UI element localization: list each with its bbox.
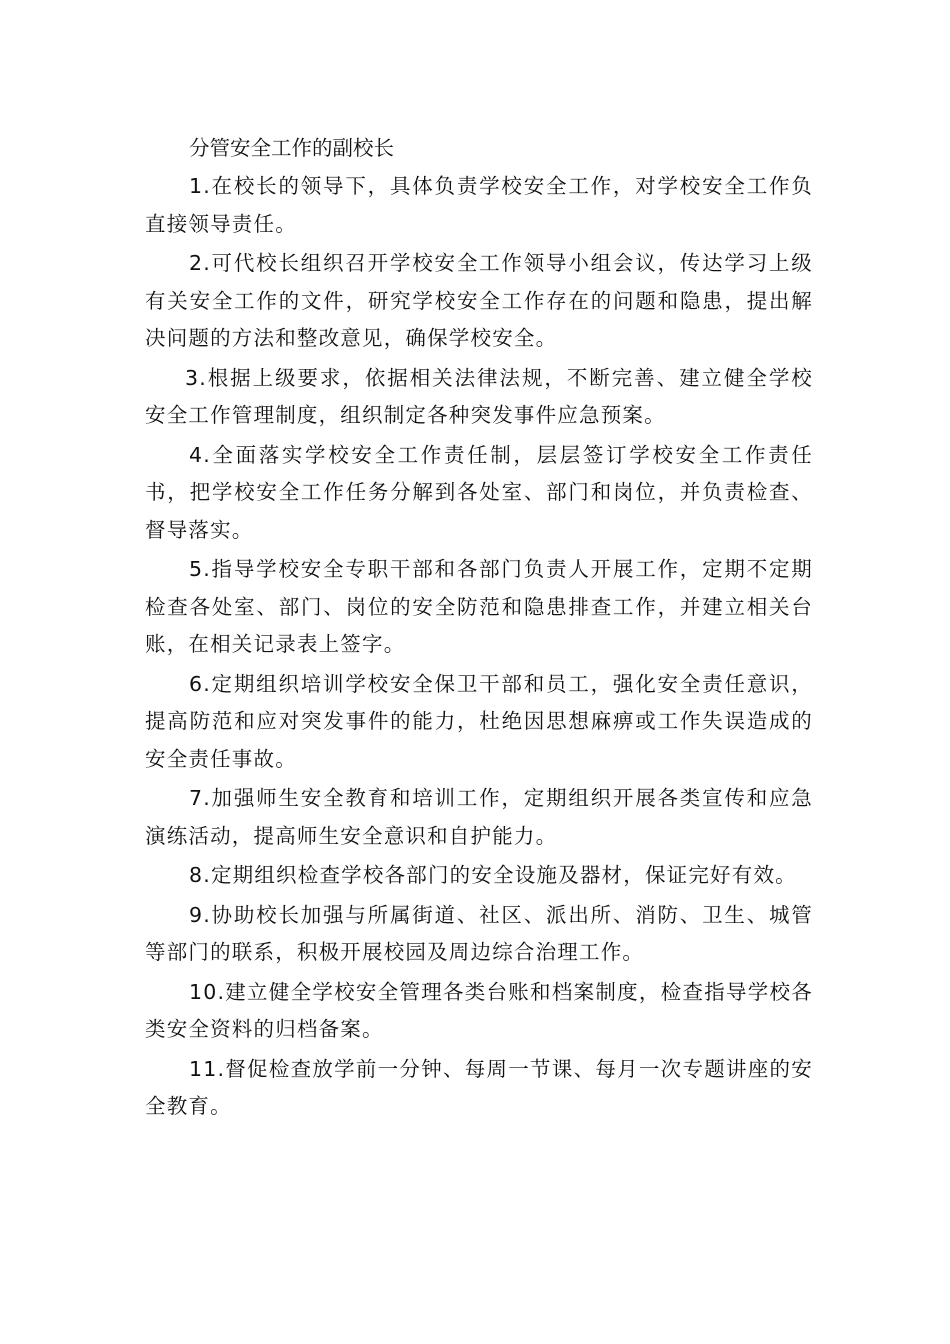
duty-item-5: 5.指导学校安全专职干部和各部门负责人开展工作，定期不定期检查各处室、部门、岗位的安全防范和隐患排查工作，并建立相关台账，在相关记录表上签字。 <box>145 557 813 656</box>
duty-item-11: 11.督促检查放学前一分钟、每周一节课、每月一次专题讲座的安全教育。 <box>145 1056 813 1118</box>
duty-item-8: 8.定期组织检查学校各部门的安全设施及器材，保证完好有效。 <box>189 863 797 887</box>
duty-item-3: 3.根据上级要求，依据相关法律法规，不断完善、建立健全学校安全工作管理制度，组织制定各种突发事件应急预案。 <box>145 365 813 427</box>
duty-item-1: 1.在校长的领导下，具体负责学校安全工作，对学校安全工作负直接领导责任。 <box>145 174 813 236</box>
duty-item-9: 9.协助校长加强与所属街道、社区、派出所、消防、卫生、城管等部门的联系，积极开展校园及周边综合治理工作。 <box>145 902 813 964</box>
duty-item-10: 10.建立健全学校安全管理各类台账和档案制度，检查指导学校各类安全资料的归档备案。 <box>145 979 813 1041</box>
document-title: 分管安全工作的副校长 <box>189 136 394 160</box>
duty-item-7: 7.加强师生安全教育和培训工作，定期组织开展各类宣传和应急演练活动，提高师生安全意识和自护能力。 <box>145 786 813 848</box>
document-body <box>145 130 813 1126</box>
duty-item-6: 6.定期组织培训学校安全保卫干部和员工，强化安全责任意识，提高防范和应对突发事件的能力，杜绝因思想麻痹或工作失误造成的安全责任事故。 <box>145 671 813 771</box>
duty-item-4: 4.全面落实学校安全工作责任制，层层签订学校安全工作责任书，把学校安全工作任务分解到各处室、部门和岗位，并负责检查、督导落实。 <box>145 442 813 542</box>
duty-item-2: 2.可代校长组织召开学校安全工作领导小组会议，传达学习上级有关安全工作的文件，研究学校安全工作存在的问题和隐患，提出解决问题的方法和整改意见，确保学校安全。 <box>145 251 813 350</box>
